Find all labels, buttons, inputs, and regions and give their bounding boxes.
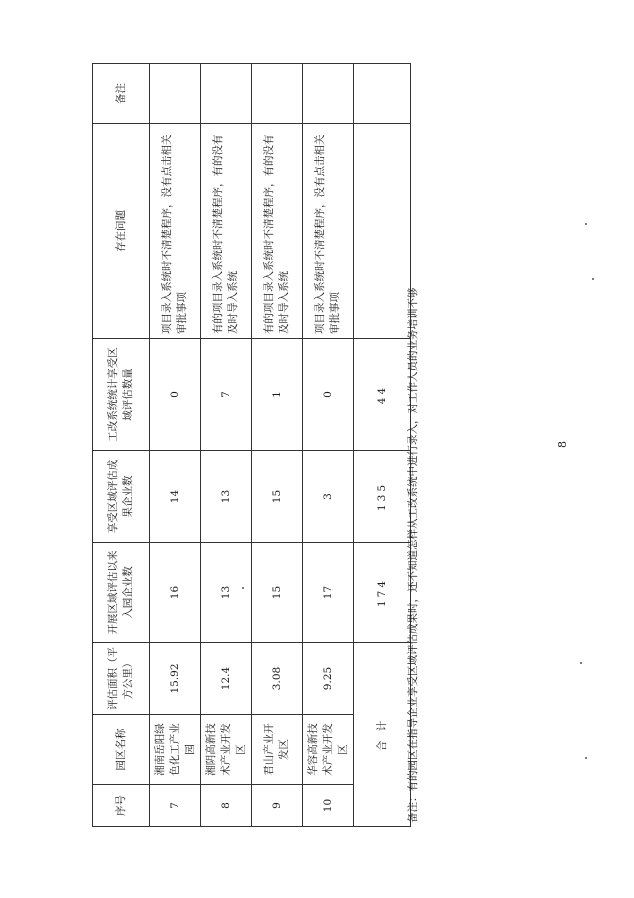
cell-enjoyed: 13 <box>201 451 252 543</box>
cell-no: 9 <box>252 785 303 827</box>
table-row <box>201 64 252 827</box>
cell-system: 0 <box>303 339 354 451</box>
total-system: 44 <box>354 339 411 451</box>
cell-problem: 有的项目录入系统时不清楚程序，有的没有及时导入系统 <box>201 124 252 339</box>
header-no: 序号 <box>93 785 150 827</box>
scan-speck <box>242 587 244 589</box>
rotated-page-content <box>92 64 432 827</box>
cell-problem: 项目录入系统时不清楚程序，没有点击相关审批事项 <box>150 124 201 339</box>
header-problem: 存在问题 <box>93 124 150 339</box>
cell-area: 3.08 <box>252 643 303 715</box>
cell-no: 10 <box>303 785 354 827</box>
cell-entered: 16 <box>150 543 201 643</box>
cell-no: 8 <box>201 785 252 827</box>
cell-remark <box>303 64 354 124</box>
header-area: 评估面积（平方公里） <box>93 643 150 715</box>
cell-area: 15.92 <box>150 643 201 715</box>
cell-area: 9.25 <box>303 643 354 715</box>
scan-speck <box>592 278 594 280</box>
cell-problem: 有的项目录入系统时不清楚程序，有的没有及时导入系统 <box>252 124 303 339</box>
cell-enjoyed: 3 <box>303 451 354 543</box>
cell-remark <box>201 64 252 124</box>
cell-no: 7 <box>150 785 201 827</box>
header-system: 工改系统统计享受区域评估数量 <box>93 339 150 451</box>
table-total-row <box>354 64 411 827</box>
cell-name: 华容高新技术产业开发区 <box>303 715 354 785</box>
cell-remark <box>252 64 303 124</box>
cell-name: 湘南岳阳绿色化工产业园 <box>150 715 201 785</box>
cell-problem: 项目录入系统时不清楚程序，没有点击相关审批事项 <box>303 124 354 339</box>
table-row <box>252 64 303 827</box>
total-entered: 174 <box>354 543 411 643</box>
cell-system: 0 <box>150 339 201 451</box>
cell-enjoyed: 14 <box>150 451 201 543</box>
header-remark: 备注 <box>93 64 150 124</box>
scan-speck <box>585 757 587 759</box>
cell-remark <box>150 64 201 124</box>
cell-entered: 15 <box>252 543 303 643</box>
cell-name: 君山产业开发区 <box>252 715 303 785</box>
total-problem <box>354 124 411 339</box>
cell-system: 7 <box>201 339 252 451</box>
total-label: 合 计 <box>354 643 411 827</box>
page-number: 8 <box>556 441 569 448</box>
table-row <box>303 64 354 827</box>
table-row <box>150 64 201 827</box>
cell-entered: 13 <box>201 543 252 643</box>
header-entered: 开展区域评估以来入园企业数 <box>93 543 150 643</box>
cell-enjoyed: 15 <box>252 451 303 543</box>
scan-speck <box>585 223 587 225</box>
cell-entered: 17 <box>303 543 354 643</box>
cell-area: 12.4 <box>201 643 252 715</box>
header-enjoyed: 享受区域评估成果企业数 <box>93 451 150 543</box>
table-header-row <box>93 64 150 827</box>
cell-system: 1 <box>252 339 303 451</box>
evaluation-table <box>92 63 411 827</box>
scan-speck <box>580 662 582 664</box>
header-name: 园区名称 <box>93 715 150 785</box>
cell-name: 湘阴高新技术产业开发区 <box>201 715 252 785</box>
footnote: 备注：有的园区在指导企业享受区域评估成果时，还不知道怎样从工改系统中进行录入，对工作人员的业务培训不够 <box>407 287 419 823</box>
total-remark <box>354 64 411 124</box>
total-enjoyed: 135 <box>354 451 411 543</box>
